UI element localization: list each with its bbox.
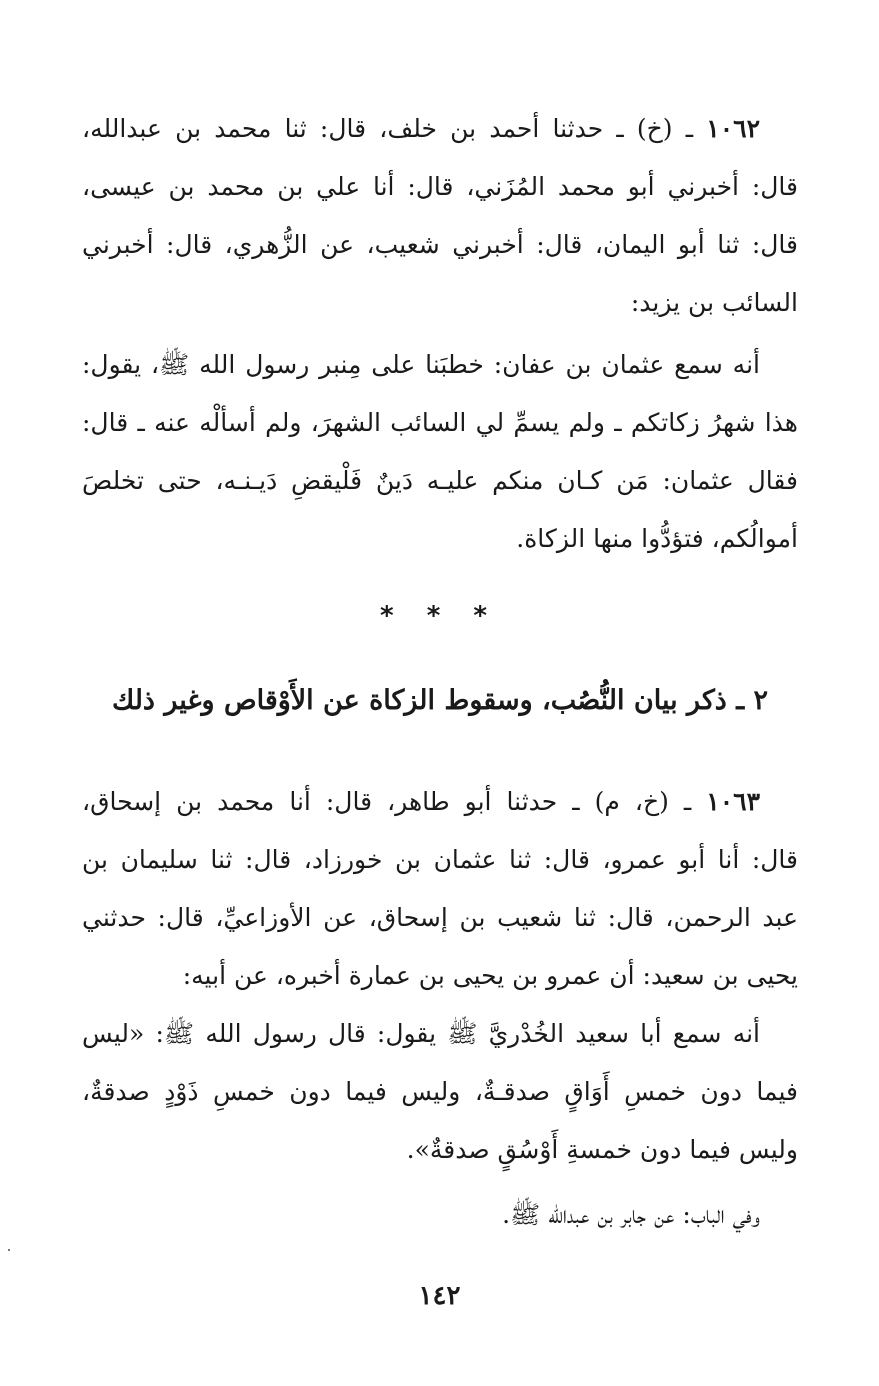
- hadith-1062-line-3: قال: ثنا أبو اليمان، قال: أخبرني شعيب، عن الزُّهري، قال: أخبرني: [82, 230, 798, 259]
- hadith-1063-line-2: قال: أنا أبو عمرو، قال: ثنا عثمان بن خورزاد، قال: ثنا سليمان بن: [82, 845, 798, 874]
- bab-note: [82, 1186, 798, 1244]
- hadith-1063-line-1: ١٠٦٣ ـ (خ، م) ـ حدثنا أبو طاهر، قال: أنا محمد بن إسحاق،: [82, 787, 760, 816]
- hadith-1062-line-4: السائب بن يزيد:: [630, 288, 798, 317]
- matn-line: أنه سمع عثمان بن عفان: خطبَنا على مِنبر رسول الله ﷺ، يقول:: [82, 350, 760, 379]
- matn-line: أموالُكم، فتؤدُّوا منها الزكاة.: [516, 524, 798, 553]
- bab-line: وفي الباب: عن جابر بن عبدالله ﷺ.: [502, 1200, 760, 1229]
- margin-mark: [8, 1249, 10, 1251]
- matn-line: فيما دون خمسِ أَوَاقٍ صدقـةٌ، وليس فيما دون خمسِ ذَوْدٍ صدقةٌ،: [82, 1077, 798, 1106]
- section-separator: * * *: [380, 601, 499, 631]
- matn-line: هذا شهرُ زكاتكم ـ ولم يسمِّ لي السائب الشهرَ، ولم أسألْه عنه ـ قال:: [82, 408, 798, 437]
- hadith-1063-line-4: يحيى بن سعيد: أن عمرو بن يحيى بن عمارة أخبره، عن أبيه:: [182, 961, 798, 990]
- hadith-number: ١٠٦٣: [706, 787, 760, 816]
- hadith-1062-isnad: [82, 100, 798, 332]
- hadith-1063-line-3: عبد الرحمن، قال: ثنا شعيب بن إسحاق، عن الأوزاعيِّ، قال: حدثني: [82, 903, 798, 932]
- hadith-1063-matn: [82, 1005, 798, 1179]
- matn-line: وليس فيما دون خمسةِ أَوْسُقٍ صدقةٌ».: [406, 1135, 798, 1164]
- matn-line: فقال عثمان: مَن كـان منكم عليـه دَينٌ فَلْيقضِ دَيـنـه، حتى تخلصَ: [82, 466, 798, 495]
- hadith-number: ١٠٦٢: [706, 114, 760, 143]
- hadith-1063-isnad: [82, 773, 798, 1005]
- section-heading: ٢ ـ ذكر بيان النُّصُب، وسقوط الزكاة عن الأَوْقاص وغير ذلك: [111, 685, 769, 716]
- hadith-1062-matn: [82, 336, 798, 568]
- hadith-1062-line-1: ١٠٦٢ ـ (خ) ـ حدثنا أحمد بن خلف، قال: ثنا محمد بن عبدالله،: [82, 114, 760, 143]
- matn-line: أنه سمع أبا سعيد الخُدْريَّ ﷺ يقول: قال رسول الله ﷺ: «ليس: [82, 1019, 760, 1048]
- page-number: ١٤٢: [418, 1281, 461, 1311]
- hadith-1062-line-2: قال: أخبرني أبو محمد المُزَني، قال: أنا علي بن محمد بن عيسى،: [82, 172, 798, 201]
